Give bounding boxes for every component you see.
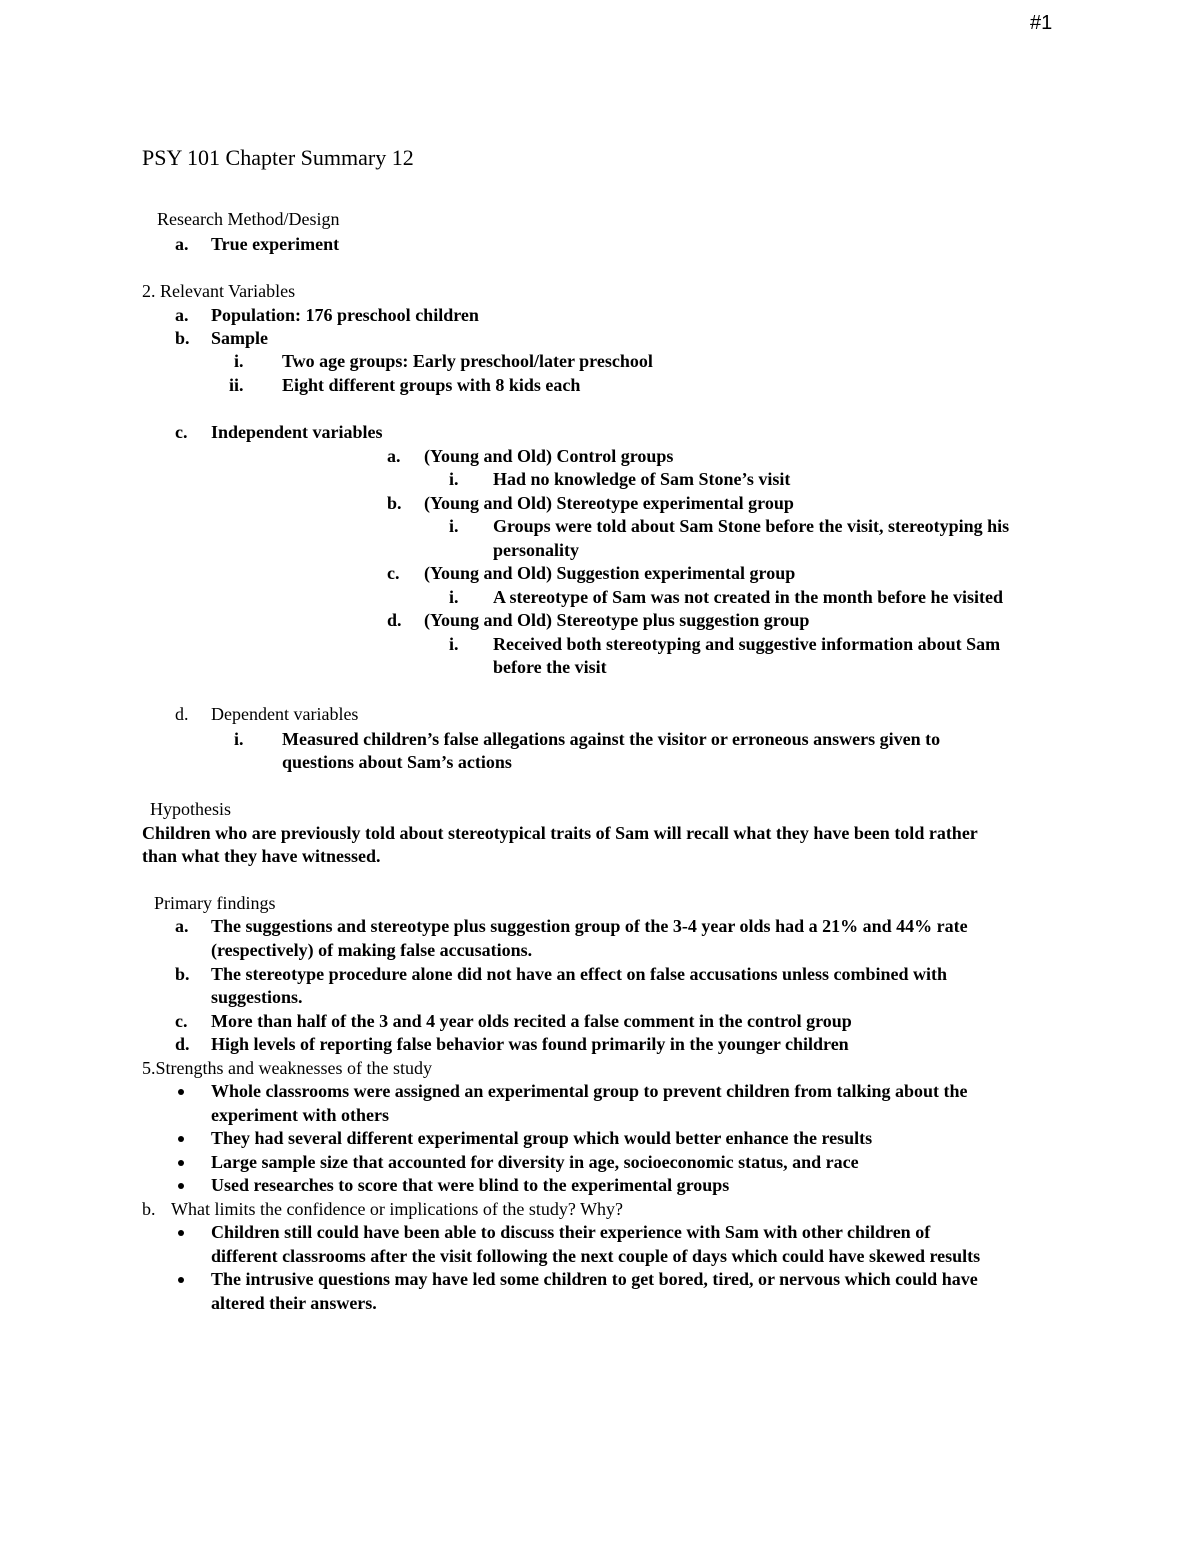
list-marker: ii. xyxy=(229,375,244,395)
list-item-text: Used researches to score that were blind to the experimental groups xyxy=(211,1175,730,1195)
list-marker: i. xyxy=(234,351,244,371)
list-item-text: True experiment xyxy=(211,234,340,254)
bullet-icon xyxy=(178,1183,184,1189)
list-item-text: (Young and Old) Stereotype experimental group xyxy=(424,493,794,513)
list-item-text: Whole classrooms were assigned an experimental group to prevent children from talking about the xyxy=(211,1081,968,1101)
list-item-continuation: suggestions. xyxy=(211,987,303,1007)
list-item-text: Two age groups: Early preschool/later preschool xyxy=(282,351,653,371)
list-item-continuation: altered their answers. xyxy=(211,1293,377,1313)
bullet-icon xyxy=(178,1089,184,1095)
page-number: #1 xyxy=(1030,12,1053,34)
section-heading-strengths-weaknesses: 5.Strengths and weaknesses of the study xyxy=(142,1058,432,1078)
list-marker: d. xyxy=(387,610,402,630)
bullet-icon xyxy=(178,1136,184,1142)
list-item-text: (Young and Old) Stereotype plus suggestion group xyxy=(424,610,810,630)
list-marker: c. xyxy=(175,1011,188,1031)
bullet-icon xyxy=(178,1277,184,1283)
list-item-text: (Young and Old) Control groups xyxy=(424,446,674,466)
list-marker: c. xyxy=(175,422,188,442)
list-item-text: Sample xyxy=(211,328,269,348)
list-marker: b. xyxy=(142,1199,156,1219)
list-item-text: Population: 176 preschool children xyxy=(211,305,479,325)
list-marker: i. xyxy=(449,469,459,489)
list-item-continuation: different classrooms after the visit following the next couple of days which could have skewed results xyxy=(211,1246,981,1266)
list-item-text: Received both stereotyping and suggestive information about Sam xyxy=(493,634,1001,654)
list-item-text: Measured children’s false allegations against the visitor or erroneous answers given to xyxy=(282,729,941,749)
list-marker: a. xyxy=(175,916,189,936)
list-item-continuation: (respectively) of making false accusations. xyxy=(211,940,533,960)
list-item-continuation: experiment with others xyxy=(211,1105,389,1125)
list-item-text: Had no knowledge of Sam Stone’s visit xyxy=(493,469,791,489)
list-item-text: Large sample size that accounted for diversity in age, socioeconomic status, and race xyxy=(211,1152,859,1172)
page-title: PSY 101 Chapter Summary 12 xyxy=(142,145,414,170)
section-heading-primary-findings: Primary findings xyxy=(154,893,276,913)
list-marker: i. xyxy=(449,516,459,536)
list-marker: i. xyxy=(449,634,459,654)
list-marker: b. xyxy=(387,493,402,513)
list-item-text: The stereotype procedure alone did not have an effect on false accusations unless combined with xyxy=(211,964,947,984)
list-marker: d. xyxy=(175,704,189,724)
bullet-icon xyxy=(178,1230,184,1236)
section-heading-research-method: Research Method/Design xyxy=(157,209,340,229)
list-item-text: The suggestions and stereotype plus suggestion group of the 3-4 year olds had a 21% and 44% rate xyxy=(211,916,968,936)
list-item-text: They had several different experimental group which would better enhance the results xyxy=(211,1128,873,1148)
list-item-text: Dependent variables xyxy=(211,704,359,724)
list-item-text: High levels of reporting false behavior was found primarily in the younger children xyxy=(211,1034,849,1054)
list-item-text: What limits the confidence or implications of the study? Why? xyxy=(171,1199,624,1219)
list-item-text: The intrusive questions may have led some children to get bored, tired, or nervous which could have xyxy=(211,1269,978,1289)
section-heading-hypothesis: Hypothesis xyxy=(150,799,231,819)
list-marker: c. xyxy=(387,563,400,583)
bullet-icon xyxy=(178,1160,184,1166)
list-item-text: More than half of the 3 and 4 year olds recited a false comment in the control group xyxy=(211,1011,852,1031)
list-item-text: Eight different groups with 8 kids each xyxy=(282,375,581,395)
list-marker: b. xyxy=(175,328,190,348)
list-item-text: Children still could have been able to discuss their experience with Sam with other children of xyxy=(211,1222,931,1242)
hypothesis-text: than what they have witnessed. xyxy=(142,846,381,866)
list-item-continuation: personality xyxy=(493,540,580,560)
list-item-text: (Young and Old) Suggestion experimental group xyxy=(424,563,796,583)
list-item-continuation: questions about Sam’s actions xyxy=(282,752,512,772)
list-marker: a. xyxy=(175,234,189,254)
list-marker: a. xyxy=(175,305,189,325)
list-marker: b. xyxy=(175,964,190,984)
list-item-text: A stereotype of Sam was not created in the month before he visited xyxy=(493,587,1003,607)
list-marker: i. xyxy=(449,587,459,607)
list-item-text: Independent variables xyxy=(211,422,383,442)
hypothesis-text: Children who are previously told about stereotypical traits of Sam will recall what they have been told rather xyxy=(142,823,978,843)
list-marker: d. xyxy=(175,1034,190,1054)
list-item-text: Groups were told about Sam Stone before the visit, stereotyping his xyxy=(493,516,1010,536)
list-marker: i. xyxy=(234,729,244,749)
section-heading-relevant-variables: 2. Relevant Variables xyxy=(142,281,296,301)
list-item-continuation: before the visit xyxy=(493,657,607,677)
list-marker: a. xyxy=(387,446,401,466)
